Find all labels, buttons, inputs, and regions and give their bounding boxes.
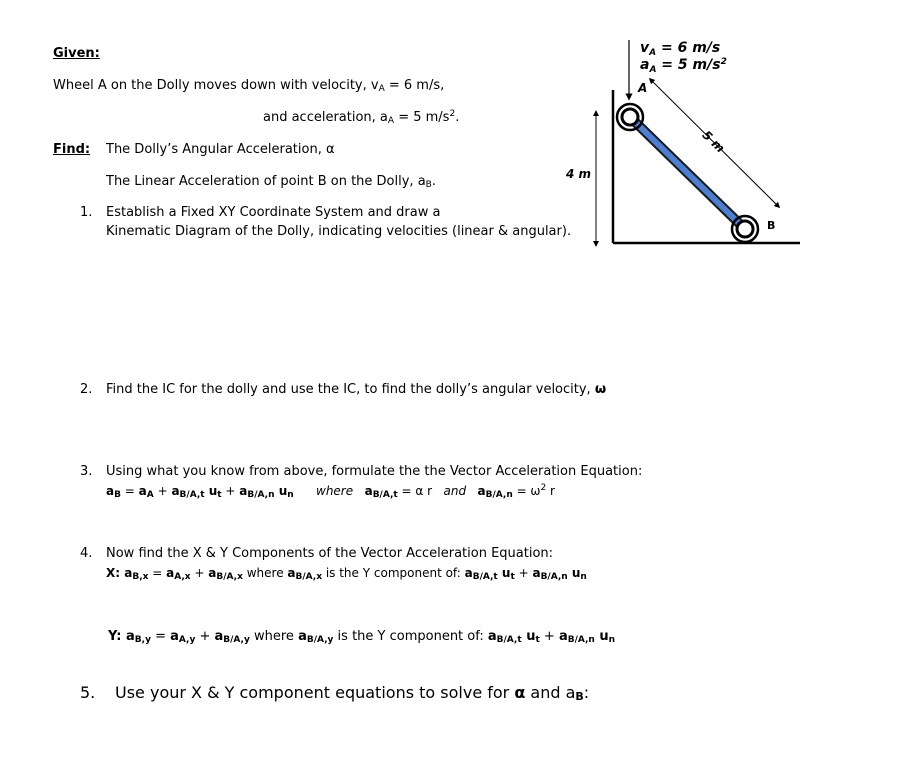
- step4-line1: Now find the X & Y Components of the Vector Acceleration Equation:: [106, 546, 554, 561]
- given-accel-sup: 2: [449, 109, 456, 119]
- x-e: a: [464, 566, 473, 580]
- find-linear-end: .: [431, 174, 436, 189]
- x-un-sub: n: [580, 572, 587, 582]
- x-plus: +: [190, 566, 209, 580]
- vA-sub: A: [649, 48, 657, 58]
- y-d: a: [298, 629, 307, 644]
- eq3-and: and: [443, 484, 467, 498]
- x-d: a: [287, 566, 296, 580]
- eq3-equals: =: [120, 484, 139, 498]
- x-b: a: [166, 566, 175, 580]
- step5-text: [115, 683, 589, 702]
- step3-where-clause: [316, 484, 555, 498]
- vA-label: [640, 40, 720, 58]
- x-f-sub: B/A,n: [540, 572, 568, 582]
- eq3-ut: u: [204, 484, 218, 498]
- given-velocity-text: Wheel A on the Dolly moves down with velocity, v: [53, 78, 379, 93]
- eq3-aA: a: [138, 484, 147, 498]
- y-ut-sub: t: [535, 635, 540, 645]
- step1-line1: Establish a Fixed XY Coordinate System and draw a: [106, 205, 441, 220]
- y-f-sub: B/A,n: [567, 635, 595, 645]
- x-d-sub: B/A,x: [295, 572, 323, 582]
- x-comp: is the Y component of:: [322, 566, 465, 580]
- dolly-bar: [630, 117, 745, 229]
- given-velocity-value: = 6 m/s,: [384, 78, 445, 93]
- x-ut: u: [497, 566, 511, 580]
- step3-equation: [106, 484, 294, 498]
- point-A-label: A: [638, 81, 648, 95]
- x-plus2: +: [514, 566, 533, 580]
- length-label: 5 m: [699, 127, 728, 156]
- step4-x-equation: [106, 566, 587, 580]
- x-b-sub: A,x: [174, 572, 191, 582]
- y-f: a: [558, 629, 568, 644]
- given-accel-text: and acceleration, a: [263, 110, 388, 125]
- y-c: a: [214, 629, 224, 644]
- y-un-sub: n: [608, 635, 616, 645]
- y-e: a: [487, 629, 497, 644]
- x-un: u: [567, 566, 581, 580]
- given-heading: Given:: [53, 46, 100, 61]
- find-angular-line: The Dolly’s Angular Acceleration, α: [106, 142, 335, 157]
- point-B-label: B: [767, 219, 776, 232]
- step4-y-equation: [108, 629, 615, 644]
- step2-number: 2.: [80, 382, 93, 397]
- eq3-w-at-sub: B/A,t: [372, 490, 398, 500]
- eq3-un-sub: n: [287, 490, 294, 500]
- eq3-w-an-eq: = ω: [512, 484, 541, 498]
- given-accel-sub: A: [387, 116, 395, 126]
- step2-body: Find the IC for the dolly and use the IC, to find the dolly’s angular velocity,: [106, 382, 595, 397]
- x-a-sub: B,x: [132, 572, 149, 582]
- step3-line1: Using what you know from above, formulate the the Vector Acceleration Equation:: [106, 464, 643, 479]
- y-un: u: [594, 629, 609, 644]
- eq3-plus1: +: [153, 484, 172, 498]
- step3-number: 3.: [80, 464, 93, 479]
- y-plus2: +: [539, 629, 559, 644]
- x-c-sub: B/A,x: [216, 572, 243, 582]
- x-c: a: [208, 566, 217, 580]
- wheel-A: [617, 104, 643, 130]
- y-c-sub: B/A,y: [223, 635, 250, 645]
- eq3-at-sub: B/A,t: [179, 490, 205, 500]
- x-ut-sub: t: [510, 572, 515, 582]
- vA-value: = 6 m/s: [656, 40, 721, 56]
- y-where: where: [249, 629, 299, 644]
- find-heading: Find:: [53, 142, 91, 157]
- y-a-sub: B,y: [134, 635, 151, 645]
- aA-value: = 5 m/s: [656, 57, 721, 73]
- eq3-w-an-r: r: [546, 484, 555, 498]
- eq3-w-at: a: [364, 484, 373, 498]
- step5-alpha: α: [514, 683, 526, 702]
- x-f: a: [532, 566, 541, 580]
- y-b-sub: A,y: [178, 635, 196, 645]
- y-comp: is the Y component of:: [333, 629, 488, 644]
- x-eq: =: [148, 566, 167, 580]
- y-a: a: [126, 629, 135, 644]
- step5-number: 5.: [80, 683, 96, 702]
- step2-omega: ω: [594, 382, 607, 397]
- eq3-w-at-eq: = α r: [397, 484, 433, 498]
- eq3-aB-sub: B: [114, 490, 121, 500]
- x-label: X:: [106, 566, 125, 580]
- eq3-plus2: +: [221, 484, 240, 498]
- dolly-diagram: [0, 0, 902, 300]
- step1-line2: Kinematic Diagram of the Dolly, indicating velocities (linear & angular).: [106, 224, 572, 239]
- eq3-w-an-sup: 2: [540, 483, 547, 493]
- given-accel-value: = 5 m/s: [394, 110, 450, 125]
- eq3-un: u: [274, 484, 288, 498]
- step5-sub: B: [575, 690, 584, 703]
- y-ut: u: [521, 629, 536, 644]
- y-e-sub: B/A,t: [496, 635, 522, 645]
- y-b: a: [170, 629, 179, 644]
- eq3-where: where: [316, 484, 354, 498]
- eq3-ut-sub: t: [217, 490, 222, 500]
- step4-number: 4.: [80, 546, 93, 561]
- wheel-B: [732, 216, 758, 242]
- find-linear-text: The Linear Acceleration of point B on the Dolly, a: [106, 174, 426, 189]
- step5-body: Use your X & Y component equations to solve for: [115, 683, 515, 702]
- x-a: a: [124, 566, 133, 580]
- eq3-aB: a: [106, 484, 115, 498]
- vA-symbol: v: [640, 40, 650, 56]
- aA-label: [640, 57, 727, 75]
- x-where: where: [242, 566, 288, 580]
- eq3-an: a: [239, 484, 248, 498]
- eq3-an-sub: B/A,n: [247, 490, 275, 500]
- aA-sub: A: [649, 65, 657, 75]
- step5-end: :: [583, 683, 590, 702]
- aA-symbol: a: [640, 57, 650, 73]
- y-d-sub: B/A,y: [306, 635, 334, 645]
- aA-sup: 2: [720, 57, 727, 67]
- eq3-aA-sub: A: [146, 490, 154, 500]
- step1-number: 1.: [80, 205, 93, 220]
- y-eq: =: [150, 629, 171, 644]
- eq3-w-an-sub: B/A,n: [485, 490, 513, 500]
- eq3-at: a: [171, 484, 180, 498]
- eq3-w-an: a: [477, 484, 486, 498]
- given-accel-end: .: [455, 110, 460, 125]
- step5-and: and a: [525, 683, 576, 702]
- height-label: 4 m: [566, 167, 592, 181]
- given-velocity-sub: A: [378, 84, 385, 94]
- find-linear-sub: B: [425, 180, 432, 190]
- y-plus: +: [195, 629, 215, 644]
- step2-text: [106, 382, 606, 397]
- x-e-sub: B/A,t: [472, 572, 498, 582]
- y-label: Y:: [108, 629, 127, 644]
